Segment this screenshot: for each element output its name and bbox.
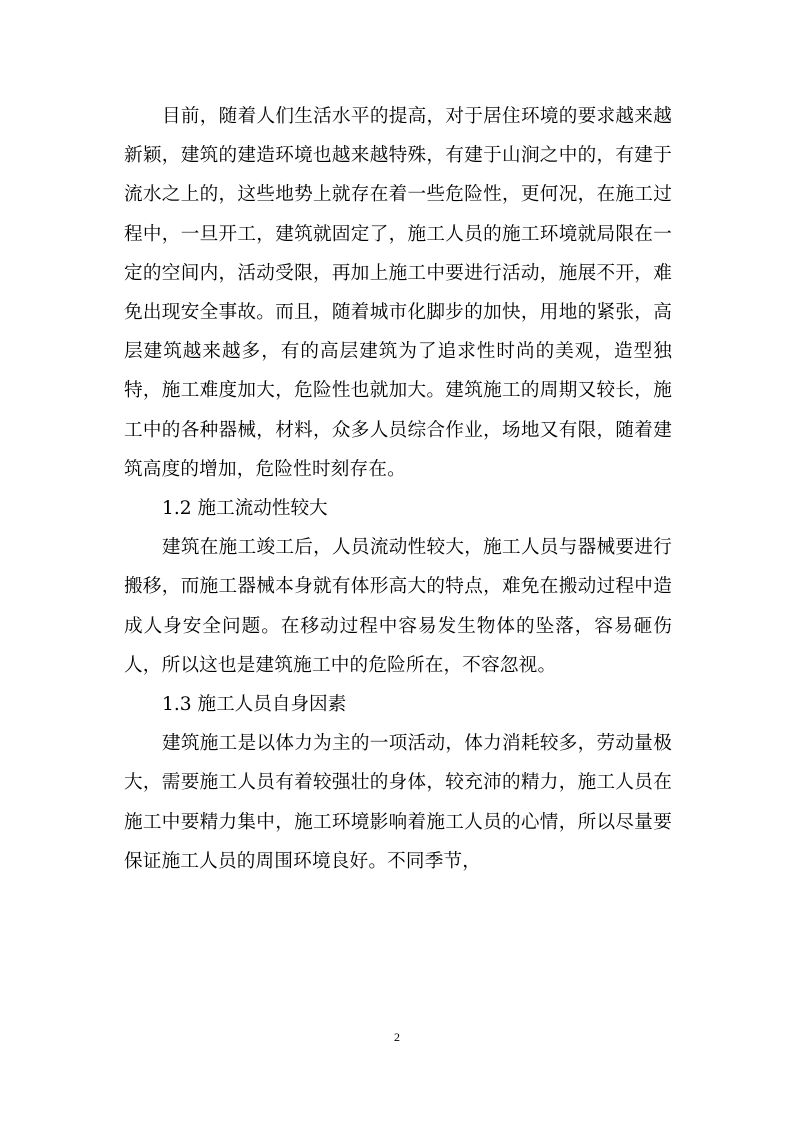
- page-number: 2: [394, 1030, 400, 1044]
- page-body: [124, 97, 672, 881]
- paragraph-construction-environment: 目前，随着人们生活水平的提高，对于居住环境的要求越来越新颖，建筑的建造环境也越来越特殊，有建于山涧之中的，有建于流水之上的，这些地势上就存在着一些危险性，更何况，在施工过程中，一旦开工，建筑就固定了，施工人员的施工环境就局限在一定的空间内，活动受限，再加上施工中要进行活动，施展不开，难免出现安全事故。而且，随着城市化脚步的加快，用地的紧张，高层建筑越来越多，有的高层建筑为了追求性时尚的美观，造型独特，施工难度加大，危险性也就加大。建筑施工的周期又较长，施工中的各种器械，材料，众多人员综合作业，场地又有限，随着建筑高度的增加，危险性时刻存在。: [124, 106, 672, 480]
- paragraph-mobility: 建筑在施工竣工后，人员流动性较大，施工人员与器械要进行搬移，而施工器械本身就有体形高大的特点，难免在搬动过程中造成人身安全问题。在移动过程中容易发生物体的坠落，容易砸伤人，所以这也是建筑施工中的危险所在，不容忽视。: [124, 537, 672, 676]
- paragraph-worker-factors: 建筑施工是以体力为主的一项活动，体力消耗较多，劳动量极大，需要施工人员有着较强壮的身体，较充沛的精力，施工人员在施工中要精力集中，施工环境影响着施工人员的心情，所以尽量要保证施工人员的周围环境良好。不同季节，: [124, 733, 672, 872]
- section-heading-1-2: 1.2 施工流动性较大: [162, 498, 328, 520]
- section-heading-1-3: 1.3 施工人员自身因素: [162, 694, 347, 716]
